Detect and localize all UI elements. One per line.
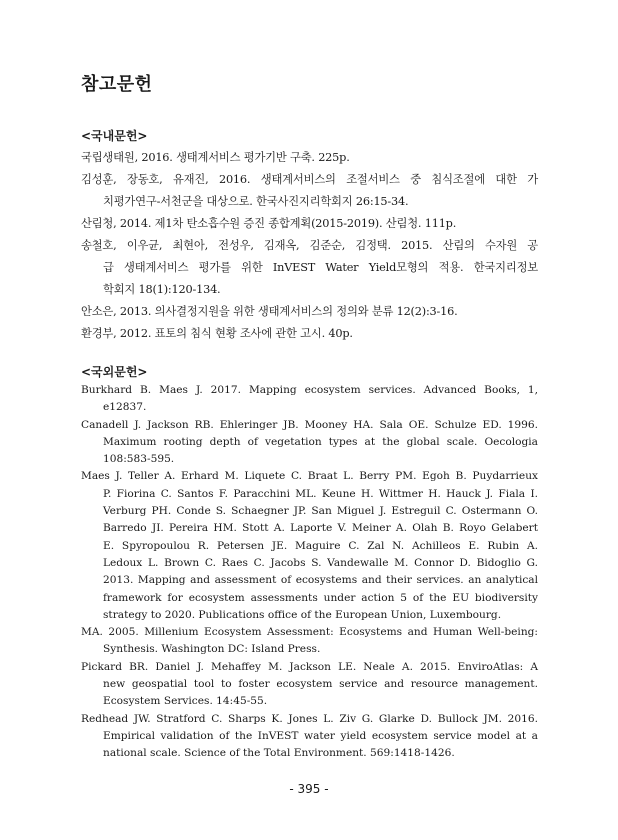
page-number: - 395 - (289, 782, 329, 796)
reference-entry (81, 417, 538, 469)
reference-entry (81, 624, 538, 659)
reference-entry (81, 235, 538, 301)
reference-line: Canadell J. Jackson RB. Ehleringer JB. Mooney HA. Sala OE. Schulze ED. 1996. (81, 418, 538, 431)
reference-line: framework for ecosystem assessments under action 5 of the EU biodiversity (103, 591, 538, 604)
reference-line: Maes J. Teller A. Erhard M. Liquete C. Braat L. Berry PM. Egoh B. Puydarrieux (81, 470, 538, 483)
reference-entry (81, 468, 538, 624)
reference-line: 국립생태원, 2016. 생태계서비스 평가기반 구축. 225p. (81, 151, 350, 164)
reference-line: 안소은, 2013. 의사결정지원을 위한 생태계서비스의 정의와 분류 12(2):3-16. (81, 305, 458, 318)
reference-entry (81, 323, 538, 345)
reference-entry (81, 147, 538, 169)
reference-entry (81, 659, 538, 711)
reference-line: Verburg PH. Conde S. Schaegner JP. San Miguel J. Estreguil C. Ostermann O. (103, 505, 538, 518)
reference-line: 급 생태계서비스 평가를 위한 InVEST Water Yield모형의 적용. 한국지리정보 (103, 261, 538, 274)
reference-line: new geospatial tool to foster ecosystem service and resource management. (103, 678, 538, 691)
reference-entry (81, 213, 538, 235)
reference-line: MA. 2005. Millenium Ecosystem Assessment: Ecosystems and Human Well-being: (81, 626, 538, 639)
reference-line: Maximum rooting depth of vegetation types at the global scale. Oecologia (103, 435, 538, 448)
domestic-references-heading: <국내문헌> (81, 129, 148, 143)
reference-line: 치평가연구-서천군을 대상으로. 한국사진지리학회지 26:15-34. (103, 195, 409, 208)
reference-line: Ledoux L. Brown C. Raes C. Jacobs S. Vandewalle M. Connor D. Bidoglio G. (103, 556, 538, 569)
reference-line: e12837. (103, 401, 147, 414)
reference-line: 2013. Mapping and assessment of ecosystems and their services. an analytical (103, 574, 538, 587)
reference-entry (81, 169, 538, 213)
reference-line: Burkhard B. Maes J. 2017. Mapping ecosystem services. Advanced Books, 1, (81, 384, 538, 396)
reference-line: E. Spyropoulou R. Petersen JE. Maguire C. Zal N. Achilleos E. Rubin A. (103, 539, 538, 552)
reference-line: 108:583-595. (103, 453, 175, 466)
reference-line: P. Fiorina C. Santos F. Paracchini ML. Keune H. Wittmer H. Hauck J. Fiala I. (103, 487, 538, 500)
reference-entry (81, 382, 538, 417)
foreign-reference-list (81, 382, 538, 763)
reference-line: 송철호, 이우균, 최현아, 전성우, 김재옥, 김준순, 김정택. 2015. 산림의 수자원 공 (81, 239, 538, 252)
reference-line: national scale. Science of the Total Environment. 569:1418-1426. (103, 747, 455, 760)
reference-line: Synthesis. Washington DC: Island Press. (103, 643, 321, 656)
reference-line: 김성훈, 장동호, 유재진, 2016. 생태계서비스의 조절서비스 중 침식조절에 대한 가 (81, 173, 538, 186)
reference-entry (81, 301, 538, 323)
reference-line: Pickard BR. Daniel J. Mehaffey M. Jackson LE. Neale A. 2015. EnviroAtlas: A (81, 660, 538, 673)
foreign-references-heading: <국외문헌> (81, 365, 148, 379)
reference-line: 산림청, 2014. 제1차 탄소흡수원 증진 종합계획(2015-2019). 산림청. 111p. (81, 217, 457, 230)
reference-line: 학회지 18(1):120-134. (103, 283, 221, 296)
reference-line: Ecosystem Services. 14:45-55. (103, 695, 268, 708)
reference-line: Empirical validation of the InVEST water yield ecosystem service model at a (103, 729, 538, 742)
reference-line: Redhead JW. Stratford C. Sharps K. Jones L. Ziv G. Glarke D. Bullock JM. 2016. (81, 712, 538, 725)
page-title: 참고문헌 (81, 74, 153, 95)
reference-line: 환경부, 2012. 표토의 침식 현황 조사에 관한 고시. 40p. (81, 327, 353, 340)
reference-line: Barredo JI. Pereira HM. Stott A. Laporte V. Meiner A. Olah B. Royo Gelabert (103, 522, 538, 535)
reference-line: strategy to 2020. Publications office of the European Union, Luxembourg. (103, 608, 502, 621)
reference-entry (81, 711, 538, 763)
domestic-reference-list (81, 147, 538, 345)
